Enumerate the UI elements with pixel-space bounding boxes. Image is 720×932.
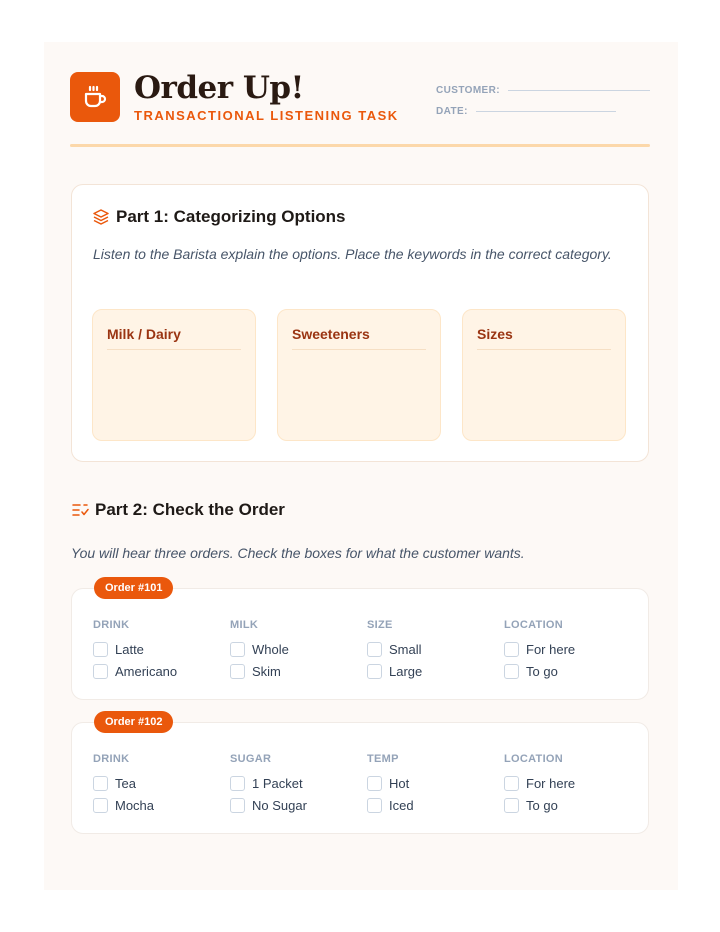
option-label: Iced: [389, 797, 414, 813]
option-label: Tea: [115, 776, 136, 792]
checkbox[interactable]: [93, 798, 108, 813]
option-row[interactable]: [504, 639, 641, 661]
option-row[interactable]: [504, 661, 641, 683]
category-label: Sizes: [477, 326, 513, 342]
option-label: For here: [526, 642, 576, 658]
part1-heading: [92, 207, 346, 227]
checkbox[interactable]: [367, 776, 382, 791]
column-heading: MILK: [230, 619, 259, 631]
checkbox[interactable]: [367, 664, 382, 679]
option-label: Hot: [389, 776, 410, 792]
checkbox[interactable]: [504, 642, 519, 657]
checkbox[interactable]: [367, 798, 382, 813]
order-badge: Order #102: [94, 711, 173, 733]
option-row[interactable]: [93, 639, 230, 661]
part2-title: Part 2: Check the Order: [95, 500, 285, 519]
order-column: [504, 619, 641, 682]
checkbox[interactable]: [504, 798, 519, 813]
option-row[interactable]: [93, 661, 230, 683]
column-heading: DRINK: [93, 619, 130, 631]
category-box-sweeteners[interactable]: [277, 309, 441, 441]
order-column: [367, 619, 504, 682]
order-column: [504, 753, 641, 816]
option-label: Large: [389, 663, 423, 679]
option-row[interactable]: [367, 661, 504, 683]
option-row[interactable]: [230, 795, 367, 817]
option-row[interactable]: [504, 795, 641, 817]
customer-label: CUSTOMER:: [436, 85, 500, 96]
checkbox[interactable]: [504, 776, 519, 791]
category-label: Milk / Dairy: [107, 326, 181, 342]
category-divider: [292, 349, 426, 350]
part1-title: Part 1: Categorizing Options: [116, 207, 346, 226]
option-row[interactable]: [367, 795, 504, 817]
order-card: [71, 582, 649, 700]
part1-card: [71, 184, 649, 462]
option-row[interactable]: [93, 773, 230, 795]
worksheet-page: [44, 42, 678, 890]
customer-line[interactable]: [508, 90, 650, 91]
option-row[interactable]: [367, 639, 504, 661]
option-row[interactable]: [93, 795, 230, 817]
option-label: Americano: [115, 663, 178, 679]
checkbox[interactable]: [230, 642, 245, 657]
checkbox[interactable]: [504, 664, 519, 679]
order-column: [93, 619, 230, 682]
option-label: Whole: [252, 642, 289, 658]
option-label: No Sugar: [252, 797, 307, 813]
column-heading: TEMP: [367, 753, 399, 765]
layers-icon: [92, 208, 110, 226]
checkbox[interactable]: [93, 642, 108, 657]
date-line[interactable]: [476, 111, 616, 112]
option-row[interactable]: [367, 773, 504, 795]
category-boxes: [92, 309, 626, 441]
option-label: Small: [389, 642, 422, 658]
checkbox[interactable]: [230, 776, 245, 791]
option-label: Skim: [252, 663, 281, 679]
column-heading: LOCATION: [504, 753, 564, 765]
category-box-milk[interactable]: [92, 309, 256, 441]
column-heading: SIZE: [367, 619, 393, 631]
option-row[interactable]: [230, 773, 367, 795]
option-label: Latte: [115, 642, 144, 658]
order-column: [367, 753, 504, 816]
page-title: Order Up!: [134, 70, 304, 106]
order-column: [230, 619, 367, 682]
column-heading: SUGAR: [230, 753, 272, 765]
option-label: To go: [526, 797, 558, 813]
option-row[interactable]: [504, 773, 641, 795]
option-label: For here: [526, 776, 576, 792]
header-divider: [70, 144, 650, 147]
part2-instructions: You will hear three orders. Check the boxes for what the customer wants.: [71, 545, 525, 561]
order-badge: Order #101: [94, 577, 173, 599]
category-divider: [107, 349, 241, 350]
checkbox[interactable]: [93, 776, 108, 791]
order-card: [71, 716, 649, 834]
option-label: 1 Packet: [252, 776, 303, 792]
checkbox[interactable]: [367, 642, 382, 657]
order-column: [93, 753, 230, 816]
column-heading: LOCATION: [504, 619, 564, 631]
category-divider: [477, 349, 611, 350]
option-row[interactable]: [230, 661, 367, 683]
category-label: Sweeteners: [292, 326, 370, 342]
order-column: [230, 753, 367, 816]
meta-fields: [436, 80, 650, 122]
logo: [70, 72, 120, 122]
column-heading: DRINK: [93, 753, 130, 765]
checklist-icon: [71, 501, 89, 519]
checkbox[interactable]: [93, 664, 108, 679]
option-label: Mocha: [115, 797, 155, 813]
page-subtitle: TRANSACTIONAL LISTENING TASK: [134, 108, 399, 123]
checkbox[interactable]: [230, 798, 245, 813]
coffee-cup-icon: [81, 83, 109, 111]
option-label: To go: [526, 663, 558, 679]
checkbox[interactable]: [230, 664, 245, 679]
part1-instructions: Listen to the Barista explain the options. Place the keywords in the correct category.: [93, 246, 612, 262]
part2-heading: [71, 500, 285, 520]
date-label: DATE:: [436, 106, 468, 117]
option-row[interactable]: [230, 639, 367, 661]
category-box-sizes[interactable]: [462, 309, 626, 441]
worksheet-header: [70, 72, 650, 148]
